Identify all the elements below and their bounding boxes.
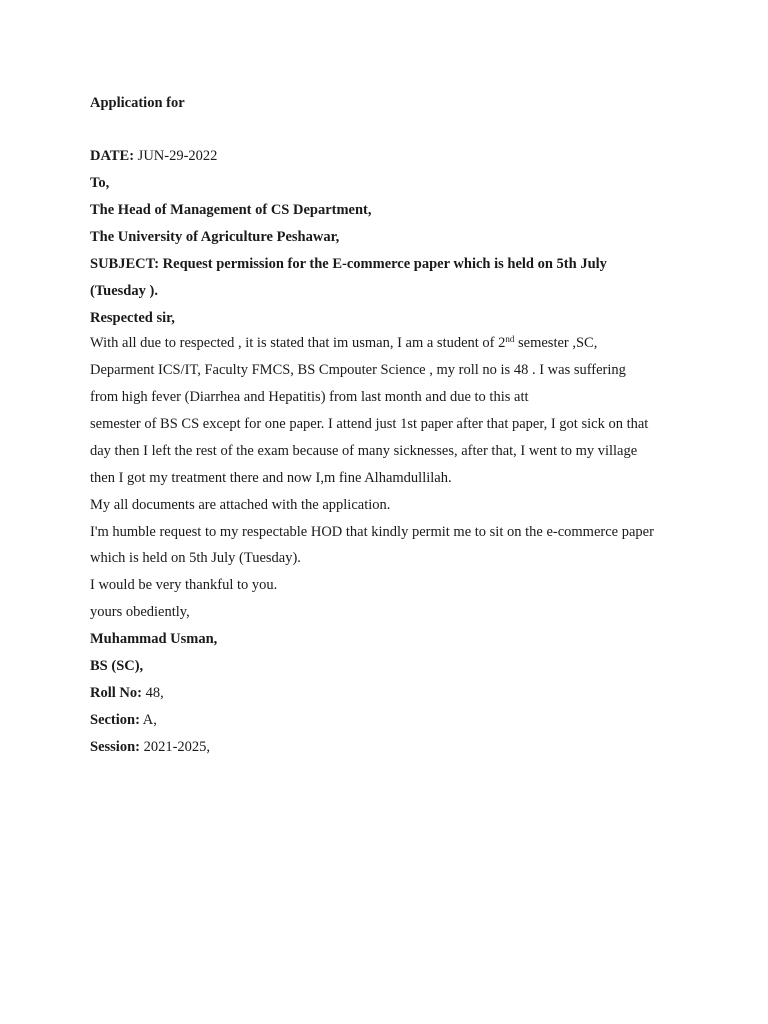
body-line-9: which is held on 5th July (Tuesday). <box>90 550 301 566</box>
address-institution: The University of Agriculture Peshawar, <box>90 229 340 245</box>
letter-title: Application for <box>90 95 185 111</box>
section-value: A, <box>139 712 157 728</box>
roll-number-line <box>90 684 164 702</box>
body-line-7: My all documents are attached with the application. <box>90 497 391 513</box>
subject-line-1 <box>90 255 607 273</box>
date-value: JUN-29-2022 <box>134 148 218 164</box>
session-line <box>90 738 210 756</box>
address-to: To, <box>90 175 110 191</box>
salutation: Respected sir, <box>90 310 175 326</box>
roll-value: 48, <box>141 685 164 701</box>
signature-program: BS (SC), <box>90 658 144 674</box>
subject-line-2: (Tuesday ). <box>90 283 158 299</box>
subject-label: SUBJECT: <box>90 256 160 272</box>
body-line-5: day then I left the rest of the exam because of many sicknesses, after that, I went to my village <box>90 443 638 459</box>
ordinal-suffix: nd <box>505 334 515 344</box>
date-line <box>90 147 217 165</box>
body-line-2: Deparment ICS/IT, Faculty FMCS, BS Cmpouter Science , my roll no is 48 . I was suffering <box>90 362 626 378</box>
body-line-6: then I got my treatment there and now I,m fine Alhamdullilah. <box>90 470 452 486</box>
section-line <box>90 711 157 729</box>
body-line-8: I'm humble request to my respectable HOD that kindly permit me to sit on the e-commerce paper <box>90 524 654 540</box>
closing-line: yours obediently, <box>90 604 190 620</box>
body-line-1-end: semester ,SC, <box>514 335 598 351</box>
session-value: 2021-2025, <box>139 739 211 755</box>
address-recipient: The Head of Management of CS Department, <box>90 202 372 218</box>
signature-name: Muhammad Usman, <box>90 631 218 647</box>
section-label: Section: <box>90 712 140 728</box>
session-label: Session: <box>90 739 140 755</box>
roll-label: Roll No: <box>90 685 142 701</box>
date-label: DATE: <box>90 148 135 164</box>
body-line-1 <box>90 334 597 352</box>
body-line-1-text: With all due to respected , it is stated that im usman, I am a student of 2 <box>90 335 506 351</box>
body-line-3: from high fever (Diarrhea and Hepatitis) from last month and due to this att <box>90 389 529 405</box>
body-line-4: semester of BS CS except for one paper. I attend just 1st paper after that paper, I got sick on that <box>90 416 649 432</box>
body-line-10: I would be very thankful to you. <box>90 577 278 593</box>
subject-text: Request permission for the E-commerce paper which is held on 5th July <box>159 256 607 272</box>
